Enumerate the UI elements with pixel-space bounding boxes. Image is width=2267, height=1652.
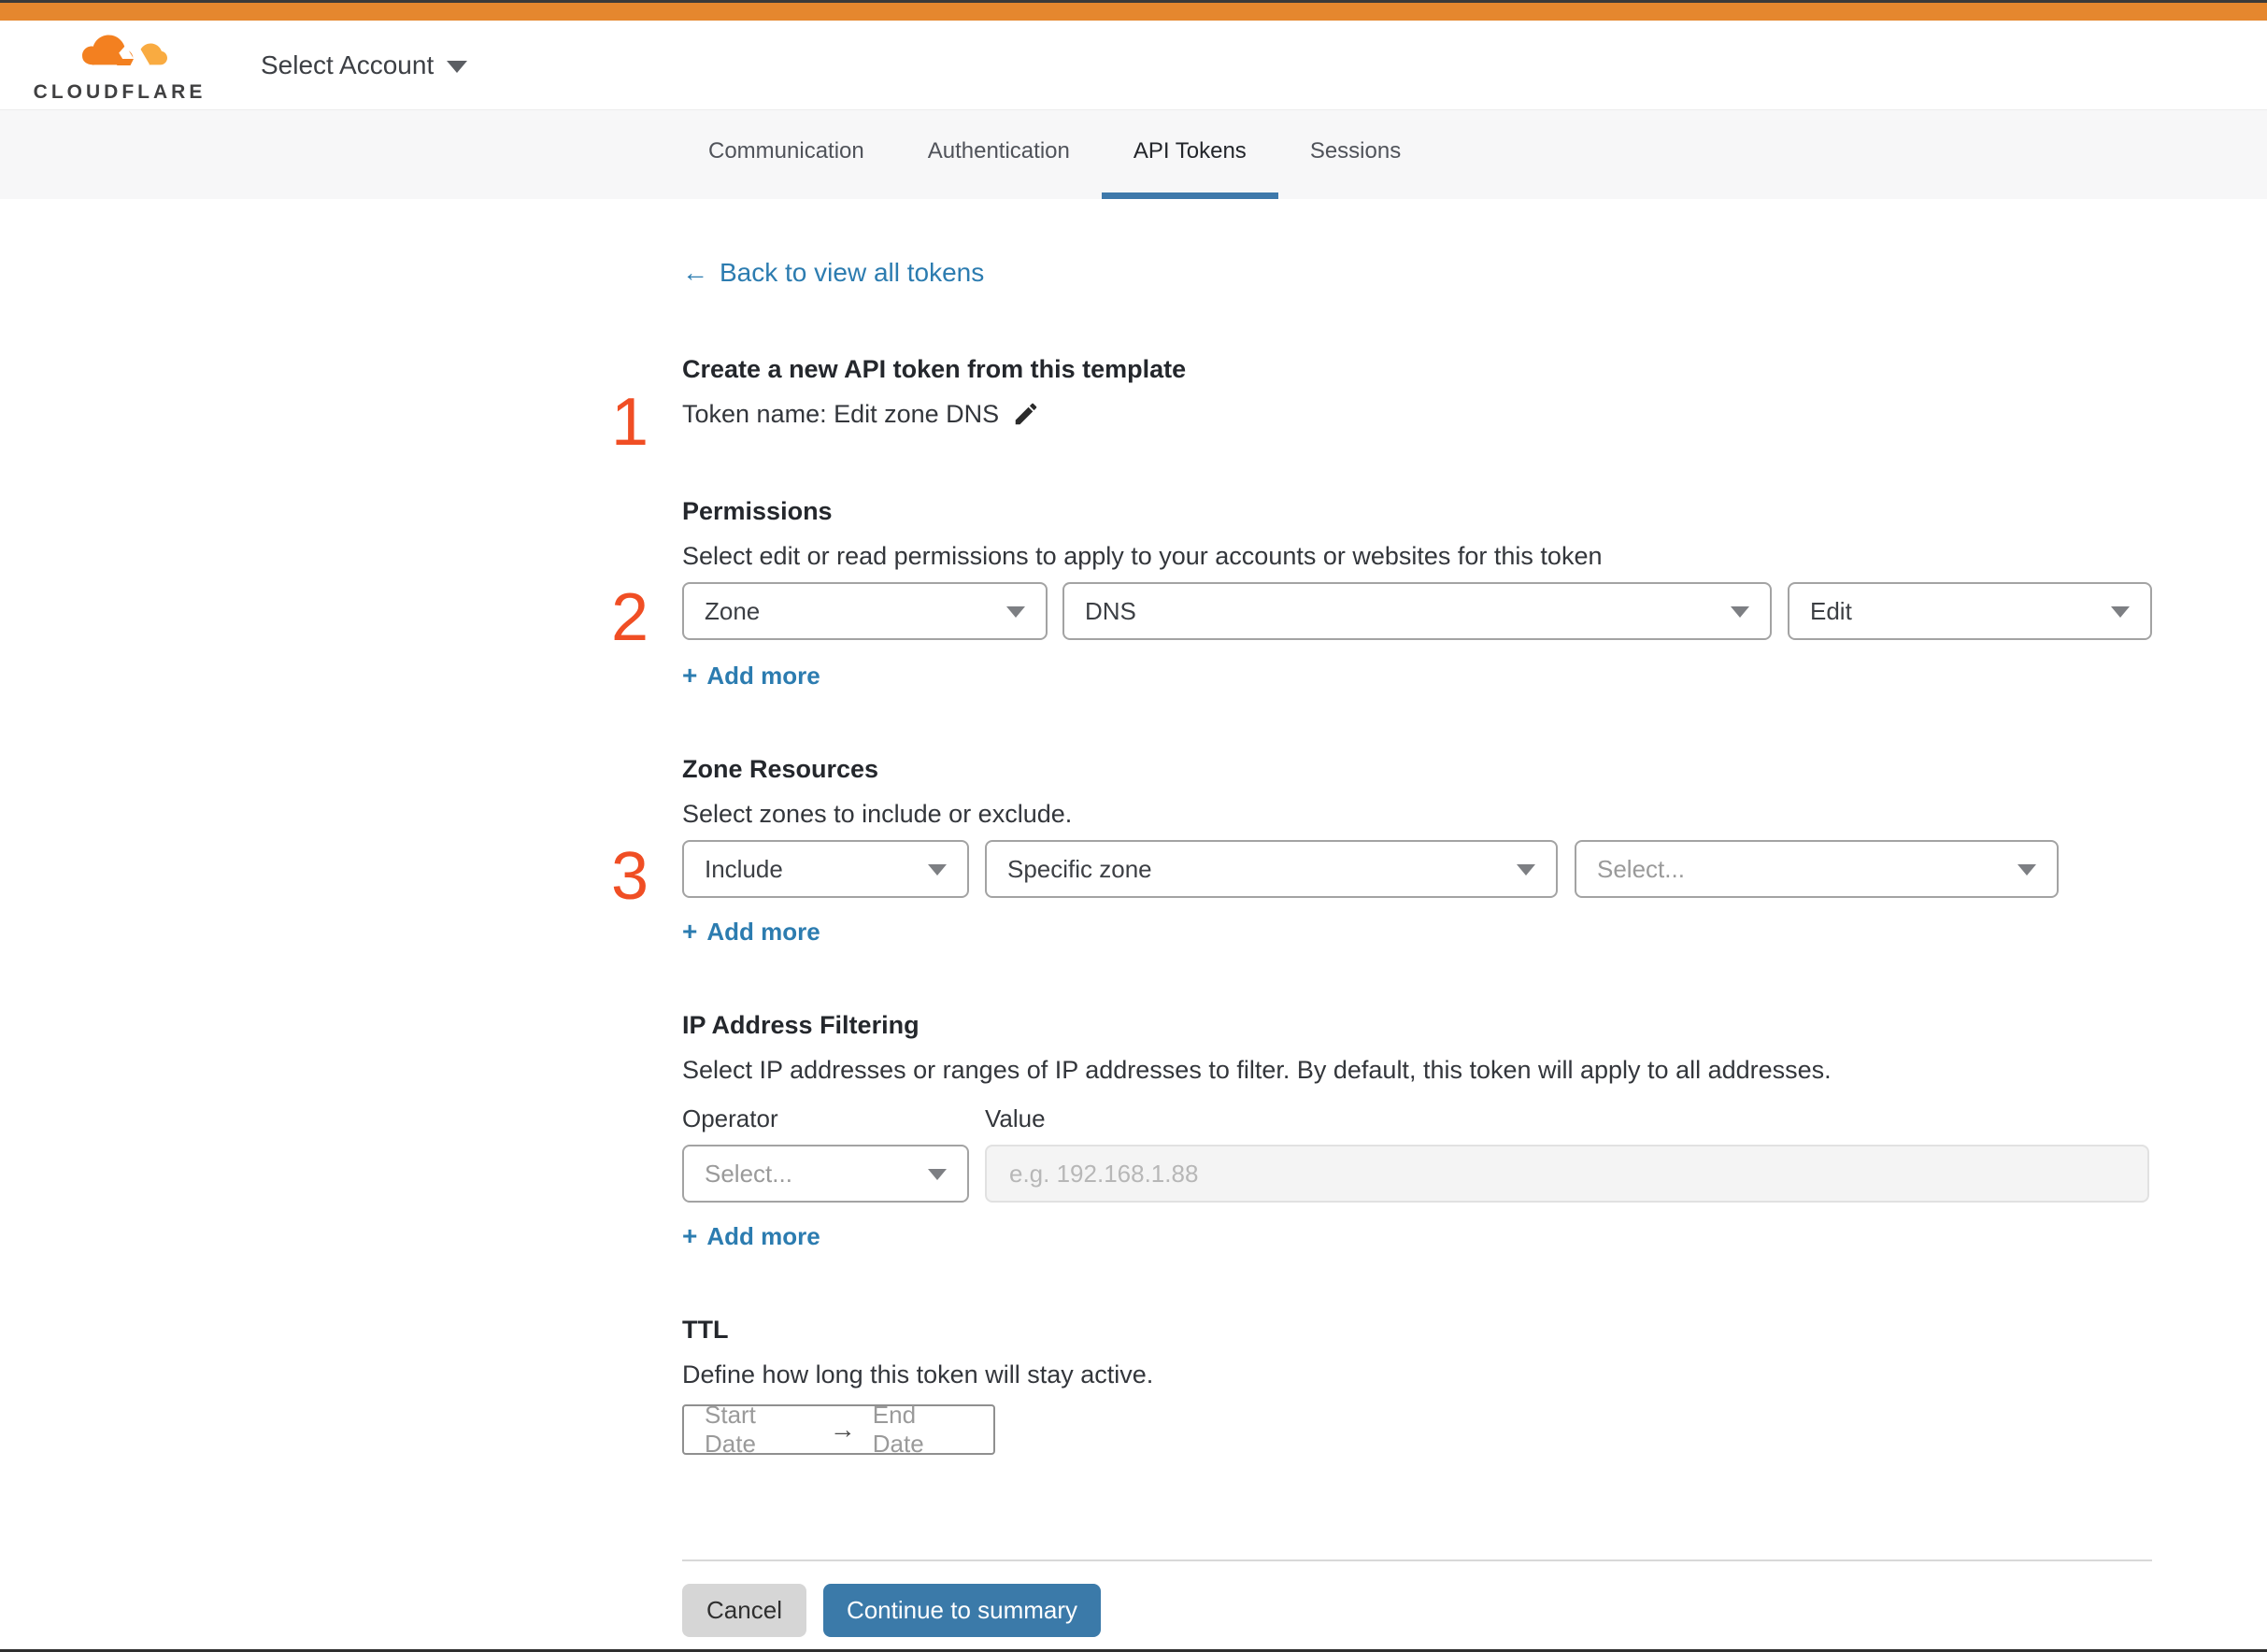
end-date-label: End Date [872, 1401, 924, 1458]
tab-communication[interactable] [677, 110, 896, 199]
value-label: Value [985, 1104, 1046, 1132]
top-orange-bar [0, 3, 2267, 21]
add-more-label: Add more [706, 918, 820, 946]
create-token-form [610, 199, 2152, 1637]
account-selector-label: Select Account [261, 50, 435, 79]
select-value: Specific zone [1007, 854, 1152, 883]
start-date-label: Start Date [705, 1401, 756, 1458]
zone-name-select[interactable] [1575, 840, 2059, 898]
continue-to-summary-button[interactable]: Continue to summary [823, 1584, 1101, 1637]
chevron-down-icon [2111, 606, 2130, 618]
chevron-down-icon [1517, 864, 1535, 876]
tab-authentication[interactable] [896, 110, 1102, 199]
ip-operator-select[interactable] [682, 1145, 969, 1203]
plus-icon: + [682, 661, 698, 690]
tab-sessions[interactable] [1278, 110, 1433, 199]
chevron-down-icon [447, 61, 467, 73]
zone-resources-add-more-link[interactable] [682, 913, 820, 950]
ip-filtering-description: Select IP addresses or ranges of IP addresses to filter. By default, this token will apply to all addresses. [682, 1056, 1832, 1084]
arrow-right-icon: → [829, 1415, 856, 1444]
tab-label: Communication [708, 138, 864, 164]
select-value: Zone [705, 596, 761, 625]
select-value: Edit [1810, 596, 1852, 625]
ip-filtering-labels [682, 1100, 2152, 1137]
zone-resources-description: Select zones to include or exclude. [682, 800, 1073, 828]
date-range-button[interactable] [682, 1401, 995, 1458]
token-name-text: Token name: Edit zone DNS [682, 400, 1000, 428]
page-header [0, 21, 2267, 110]
chevron-down-icon [928, 864, 947, 876]
tab-label: Authentication [927, 138, 1070, 164]
step-number-1: 1 [610, 385, 649, 460]
permission-scope-select[interactable] [682, 582, 1048, 640]
zone-type-select[interactable] [985, 840, 1558, 898]
cloudflare-cloud-icon [72, 27, 167, 79]
chevron-down-icon [1731, 606, 1749, 618]
ip-filtering-add-more-link[interactable] [682, 1218, 820, 1255]
pencil-icon[interactable] [1012, 400, 1040, 428]
zone-resources-title: Zone Resources [682, 755, 879, 783]
permission-level-select[interactable] [1788, 582, 2152, 640]
permissions-row [682, 582, 2152, 640]
chevron-down-icon [928, 1169, 947, 1180]
tab-bar [0, 110, 2267, 199]
account-selector[interactable] [261, 50, 467, 80]
permissions-add-more-link[interactable] [682, 657, 820, 694]
plus-icon: + [682, 917, 698, 946]
add-more-label: Add more [706, 1222, 820, 1250]
add-more-label: Add more [706, 662, 820, 690]
select-value: Select... [705, 1159, 792, 1188]
tab-api-tokens[interactable] [1102, 110, 1278, 199]
arrow-left-icon: ← [682, 258, 708, 287]
select-value: DNS [1085, 596, 1136, 625]
plus-icon: + [682, 1221, 698, 1250]
select-value: Include [705, 854, 783, 883]
cloudflare-logo[interactable] [31, 27, 208, 104]
ttl-description: Define how long this token will stay active. [682, 1360, 1154, 1389]
ip-value-input[interactable] [985, 1145, 2149, 1203]
operator-label: Operator [682, 1104, 778, 1132]
back-link-label: Back to view all tokens [720, 258, 985, 287]
permissions-description: Select edit or read permissions to apply to your accounts or websites for this token [682, 542, 1603, 570]
select-value: Select... [1597, 854, 1685, 883]
footer-actions [682, 1584, 2152, 1637]
ip-filtering-row [682, 1145, 2152, 1203]
step-number-2: 2 [610, 580, 649, 655]
chevron-down-icon [1006, 606, 1025, 618]
tab-label: API Tokens [1133, 138, 1247, 164]
tab-label: Sessions [1309, 138, 1402, 164]
permissions-title: Permissions [682, 497, 833, 525]
cloudflare-wordmark: CLOUDFLARE [33, 80, 207, 103]
zone-resources-row [682, 840, 2152, 898]
cancel-button[interactable]: Cancel [682, 1584, 806, 1637]
ttl-title: TTL [682, 1316, 729, 1344]
back-to-tokens-link[interactable] [682, 255, 984, 291]
step-number-3: 3 [610, 839, 649, 914]
zone-include-select[interactable] [682, 840, 969, 898]
ip-filtering-title: IP Address Filtering [682, 1011, 920, 1039]
permission-group-select[interactable] [1062, 582, 1772, 640]
chevron-down-icon [2017, 864, 2036, 876]
footer-divider [682, 1559, 2152, 1561]
page-title: Create a new API token from this template [682, 355, 1187, 383]
